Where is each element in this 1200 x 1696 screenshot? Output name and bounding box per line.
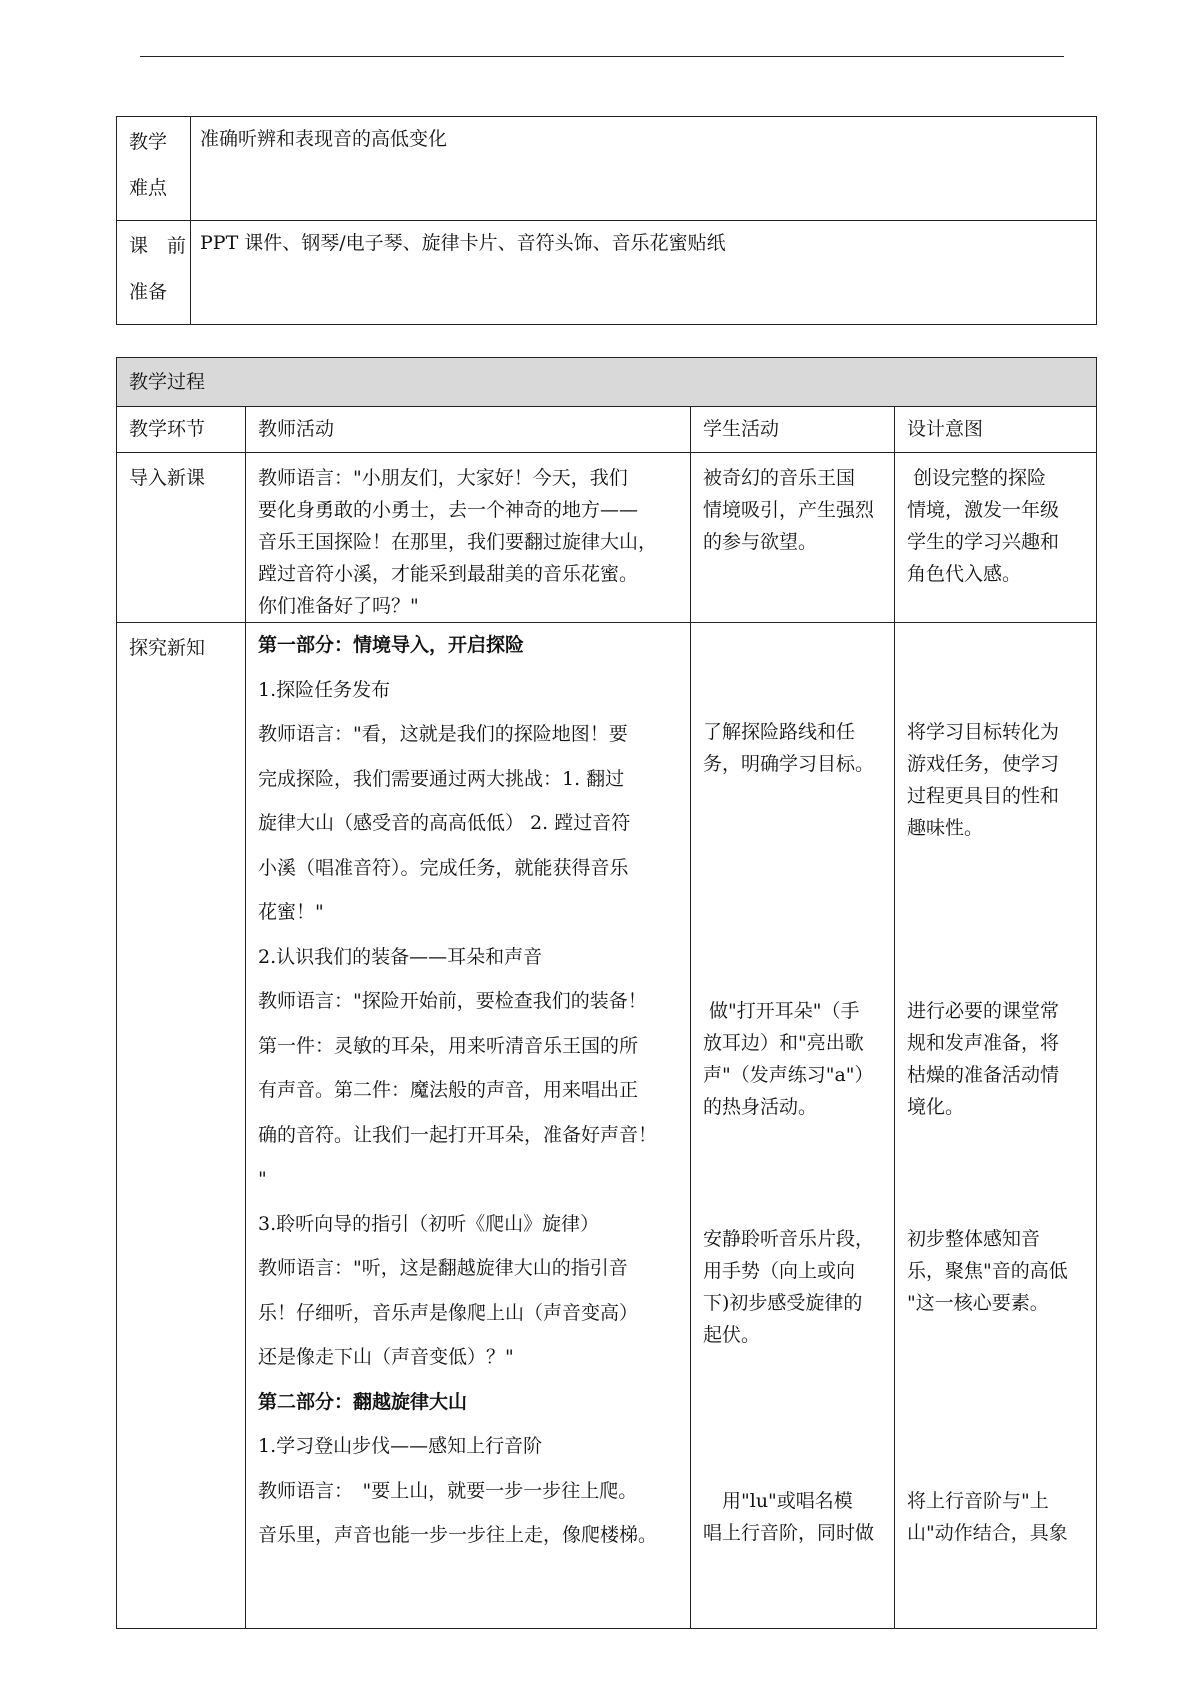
table-row [117, 117, 1097, 221]
col-header-student: 学生活动 [691, 407, 895, 453]
process-table [116, 357, 1097, 1629]
col-header-teacher: 教师活动 [246, 407, 691, 453]
intent-explore: 将学习目标转化为 游戏任务，使学习 过程更具目的性和 趣味性。 进行必要的课堂常 规和发声准备，将 枯燥的准备活动情 境化。 初步整体感知音 乐，聚焦"音的高低 "这一核心要素。 将上行音阶与"上 山"动作结合，具象 [895, 623, 1097, 1629]
value-difficulty: 准确听辨和表现音的高低变化 [191, 117, 1097, 221]
value-preparation: PPT 课件、钢琴/电子琴、旋律卡片、音符头饰、音乐花蜜贴纸 [191, 221, 1097, 325]
header-rule [140, 56, 1064, 57]
stage-explore: 探究新知 [117, 623, 246, 1629]
col-header-stage: 教学环节 [117, 407, 246, 453]
student-explore: 了解探险路线和任 务，明确学习目标。 做"打开耳朵"（手 放耳边）和"亮出歌 声"（发声练习"a"） 的热身活动。 安静聆听音乐片段， 用手势（向上或向 下)初步感受旋律的 起伏。 用"lu"或唱名模 唱上行音阶，同时做 [691, 623, 895, 1629]
student-intro: 被奇幻的音乐王国 情境吸引，产生强烈 的参与欲望。 [691, 453, 895, 623]
col-header-intent: 设计意图 [895, 407, 1097, 453]
teacher-explore: 第一部分：情境导入，开启探险 1.探险任务发布 教师语言："看，这就是我们的探险地图！要 完成探险，我们需要通过两大挑战：1. 翻过 旋律大山（感受音的高高低低） 2. 蹚过音符 小溪（唱准音符）。完成任务，就能获得音乐 花蜜！" 2.认识我们的装备——耳朵和声音 教师语言："探险开始前，要检查我们的装备！ 第一件：灵敏的耳朵，用来听清音乐王国的所 有声音。第二件：魔法般的声音，用来唱出正 确的音符。让我们一起打开耳朵，准备好声音！ " 3.聆听向导的指引（初听《爬山》旋律） 教师语言："听，这是翻越旋律大山的指引音 乐！仔细听，音乐声是像爬上山（声音变高） 还是像走下山（声音变低）？" 第二部分：翻越旋律大山 1.学习登山步伐——感知上行音阶 教师语言： "要上山，就要一步一步往上爬。 音乐里，声音也能一步一步往上走，像爬楼梯。 [246, 623, 691, 1629]
intent-intro: 创设完整的探险 情境，激发一年级 学生的学习兴趣和 角色代入感。 [895, 453, 1097, 623]
teacher-intro: 教师语言："小朋友们，大家好！今天，我们 要化身勇敢的小勇士，去一个神奇的地方—— 音乐王国探险！在那里，我们要翻过旋律大山， 蹚过音符小溪，才能采到最甜美的音乐花蜜。 你们准备好了吗？" [246, 453, 691, 623]
label-preparation: 课 前 准备 [117, 221, 191, 325]
info-table [116, 116, 1097, 325]
stage-intro: 导入新课 [117, 453, 246, 623]
table-row [117, 407, 1097, 453]
table-row [117, 221, 1097, 325]
table-row [117, 358, 1097, 407]
process-title: 教学过程 [117, 358, 1097, 407]
table-row [117, 453, 1097, 623]
label-difficulty: 教学 难点 [117, 117, 191, 221]
table-row [117, 623, 1097, 1629]
